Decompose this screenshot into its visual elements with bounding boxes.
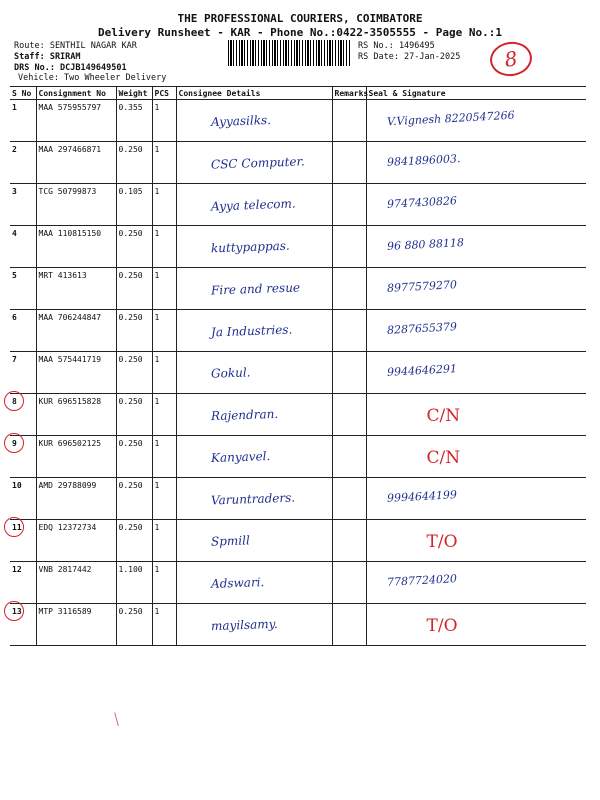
consignee-cell — [176, 142, 332, 184]
remarks-cell — [332, 352, 366, 394]
consignee-name: Ayyasilks. — [210, 112, 271, 130]
remarks-cell — [332, 184, 366, 226]
consignment-number: VNB 2817442 — [36, 562, 116, 604]
consignee-name: kuttypappas. — [210, 238, 290, 256]
signature-cell — [366, 562, 586, 604]
signature-cell — [366, 604, 586, 646]
table-row — [10, 352, 586, 394]
vehicle-label: Vehicle: Two Wheeler Delivery — [18, 73, 167, 83]
signature-cell — [366, 352, 586, 394]
row-serial: 13 — [12, 607, 22, 616]
weight-value: 0.250 — [116, 310, 152, 352]
table-row — [10, 562, 586, 604]
table-row — [10, 268, 586, 310]
weight-value: 1.100 — [116, 562, 152, 604]
row-serial: 2 — [12, 145, 17, 154]
row-serial: 1 — [12, 103, 17, 112]
row-serial-cell — [10, 184, 36, 226]
signature-cell — [366, 268, 586, 310]
weight-value: 0.250 — [116, 436, 152, 478]
consignee-cell — [176, 184, 332, 226]
consignee-cell — [176, 394, 332, 436]
remarks-cell — [332, 100, 366, 142]
weight-value: 0.250 — [116, 226, 152, 268]
signature-cell — [366, 520, 586, 562]
consignment-number: KUR 696502125 — [36, 436, 116, 478]
consignee-cell — [176, 352, 332, 394]
count-mark: 8 — [488, 39, 534, 79]
consignment-number: MAA 575441719 — [36, 352, 116, 394]
runsheet-subtitle: Delivery Runsheet - KAR - Phone No.:0422-3505555 - Page No.:1 — [98, 26, 502, 39]
row-serial: 4 — [12, 229, 17, 238]
col-header-remarks: Remarks — [332, 87, 366, 100]
signature-cell — [366, 394, 586, 436]
consignee-name: mayilsamy. — [210, 616, 278, 634]
row-serial: 5 — [12, 271, 17, 280]
consignee-cell — [176, 100, 332, 142]
row-serial-cell — [10, 562, 36, 604]
row-serial: 9 — [12, 439, 17, 448]
signature-handwriting: 8287655379 — [386, 320, 457, 337]
row-serial-cell — [10, 394, 36, 436]
signature-handwriting: 9994644199 — [386, 488, 457, 505]
weight-value: 0.250 — [116, 352, 152, 394]
consignment-number: MAA 706244847 — [36, 310, 116, 352]
staff-label: Staff: SRIRAM — [14, 52, 81, 62]
row-serial-cell — [10, 268, 36, 310]
signature-cell — [366, 100, 586, 142]
signature-cell — [366, 142, 586, 184]
remarks-cell — [332, 436, 366, 478]
remarks-cell — [332, 142, 366, 184]
consignee-cell — [176, 604, 332, 646]
pcs-value: 1 — [152, 310, 176, 352]
col-header-weight: Weight — [116, 87, 152, 100]
row-serial-cell — [10, 520, 36, 562]
row-serial-cell — [10, 604, 36, 646]
remarks-cell — [332, 226, 366, 268]
weight-value: 0.250 — [116, 604, 152, 646]
consignee-name: Gokul. — [210, 365, 251, 381]
consignment-number: MAA 297466871 — [36, 142, 116, 184]
col-header-sno: S No — [10, 87, 36, 100]
col-header-consignment: Consignment No — [36, 87, 116, 100]
col-header-signature: Seal & Signature — [366, 87, 586, 100]
row-circle-mark — [4, 517, 24, 537]
pcs-value: 1 — [152, 142, 176, 184]
table-row — [10, 436, 586, 478]
table-row — [10, 184, 586, 226]
consignee-name: Fire and resue — [210, 280, 300, 298]
consignee-cell — [176, 268, 332, 310]
col-header-consignee: Consignee Details — [176, 87, 332, 100]
consignee-cell — [176, 478, 332, 520]
row-serial: 10 — [12, 481, 22, 490]
remarks-cell — [332, 268, 366, 310]
pcs-value: 1 — [152, 268, 176, 310]
row-serial-cell — [10, 100, 36, 142]
signature-handwriting: 96 880 88118 — [386, 235, 464, 254]
signature-cell — [366, 184, 586, 226]
signature-cell — [366, 226, 586, 268]
rs-number: RS No.: 1496495 — [358, 41, 435, 51]
consignee-cell — [176, 520, 332, 562]
status-mark: C/N — [426, 406, 461, 426]
row-serial: 8 — [12, 397, 17, 406]
pcs-value: 1 — [152, 436, 176, 478]
table-row — [10, 142, 586, 184]
stray-pen-mark — [114, 712, 121, 726]
consignee-name: CSC Computer. — [210, 154, 305, 172]
row-serial-cell — [10, 352, 36, 394]
row-circle-mark — [4, 601, 24, 621]
consignment-number: MAA 575955797 — [36, 100, 116, 142]
consignment-number: AMD 29788099 — [36, 478, 116, 520]
remarks-cell — [332, 562, 366, 604]
pcs-value: 1 — [152, 478, 176, 520]
row-serial: 11 — [12, 523, 22, 532]
pcs-value: 1 — [152, 352, 176, 394]
pcs-value: 1 — [152, 226, 176, 268]
drs-number: DRS No.: DCJB149649501 — [14, 63, 127, 73]
row-serial: 6 — [12, 313, 17, 322]
company-title: THE PROFESSIONAL COURIERS, COIMBATORE — [177, 12, 423, 25]
pcs-value: 1 — [152, 604, 176, 646]
weight-value: 0.250 — [116, 142, 152, 184]
consignee-name: Varuntraders. — [210, 490, 295, 508]
weight-value: 0.105 — [116, 184, 152, 226]
signature-cell — [366, 478, 586, 520]
signature-handwriting: V.Vignesh 8220547266 — [386, 108, 515, 129]
pcs-value: 1 — [152, 520, 176, 562]
table-row — [10, 520, 586, 562]
pcs-value: 1 — [152, 184, 176, 226]
table-row — [10, 604, 586, 646]
weight-value: 0.250 — [116, 268, 152, 310]
remarks-cell — [332, 310, 366, 352]
row-serial-cell — [10, 478, 36, 520]
signature-handwriting: 8977579270 — [386, 278, 457, 295]
signature-handwriting: 7787724020 — [386, 572, 457, 589]
row-serial-cell — [10, 142, 36, 184]
remarks-cell — [332, 520, 366, 562]
row-circle-mark — [4, 433, 24, 453]
signature-handwriting: 9747430826 — [386, 194, 457, 211]
consignee-name: Ja Industries. — [210, 322, 293, 340]
table-row — [10, 394, 586, 436]
pcs-value: 1 — [152, 100, 176, 142]
consignee-name: Ayya telecom. — [210, 196, 296, 214]
col-header-pcs: PCS — [152, 87, 176, 100]
consignee-cell — [176, 436, 332, 478]
consignee-name: Adswari. — [210, 575, 265, 591]
consignee-name: Spmill — [210, 533, 250, 549]
barcode-image — [228, 40, 350, 66]
weight-value: 0.250 — [116, 478, 152, 520]
table-row — [10, 310, 586, 352]
signature-handwriting: 9841896003. — [386, 152, 461, 169]
consignment-number: MRT 413613 — [36, 268, 116, 310]
consignee-cell — [176, 562, 332, 604]
row-serial: 7 — [12, 355, 17, 364]
status-mark: T/O — [426, 616, 458, 636]
consignment-number: TCG 50799873 — [36, 184, 116, 226]
remarks-cell — [332, 604, 366, 646]
row-serial-cell — [10, 436, 36, 478]
signature-cell — [366, 436, 586, 478]
remarks-cell — [332, 478, 366, 520]
row-serial: 3 — [12, 187, 17, 196]
row-serial-cell — [10, 226, 36, 268]
table-row — [10, 226, 586, 268]
consignment-number: KUR 696515828 — [36, 394, 116, 436]
consignee-cell — [176, 310, 332, 352]
consignment-number: EDQ 12372734 — [36, 520, 116, 562]
table-row — [10, 100, 586, 142]
consignee-name: Kanyavel. — [210, 448, 271, 466]
consignment-number: MTP 3116589 — [36, 604, 116, 646]
weight-value: 0.250 — [116, 520, 152, 562]
table-row — [10, 478, 586, 520]
row-serial-cell — [10, 310, 36, 352]
status-mark: C/N — [426, 448, 461, 468]
table-header-row — [10, 87, 586, 100]
row-circle-mark — [4, 391, 24, 411]
consignee-name: Rajendran. — [210, 406, 278, 424]
signature-handwriting: 9944646291 — [386, 362, 457, 379]
weight-value: 0.250 — [116, 394, 152, 436]
consignment-number: MAA 110815150 — [36, 226, 116, 268]
status-mark: T/O — [426, 532, 458, 552]
remarks-cell — [332, 394, 366, 436]
runsheet-table — [10, 86, 586, 646]
pcs-value: 1 — [152, 394, 176, 436]
row-serial: 12 — [12, 565, 22, 574]
rs-date: RS Date: 27-Jan-2025 — [358, 52, 461, 62]
signature-cell — [366, 310, 586, 352]
pcs-value: 1 — [152, 562, 176, 604]
weight-value: 0.355 — [116, 100, 152, 142]
route-label: Route: SENTHIL NAGAR KAR — [14, 41, 137, 51]
consignee-cell — [176, 226, 332, 268]
